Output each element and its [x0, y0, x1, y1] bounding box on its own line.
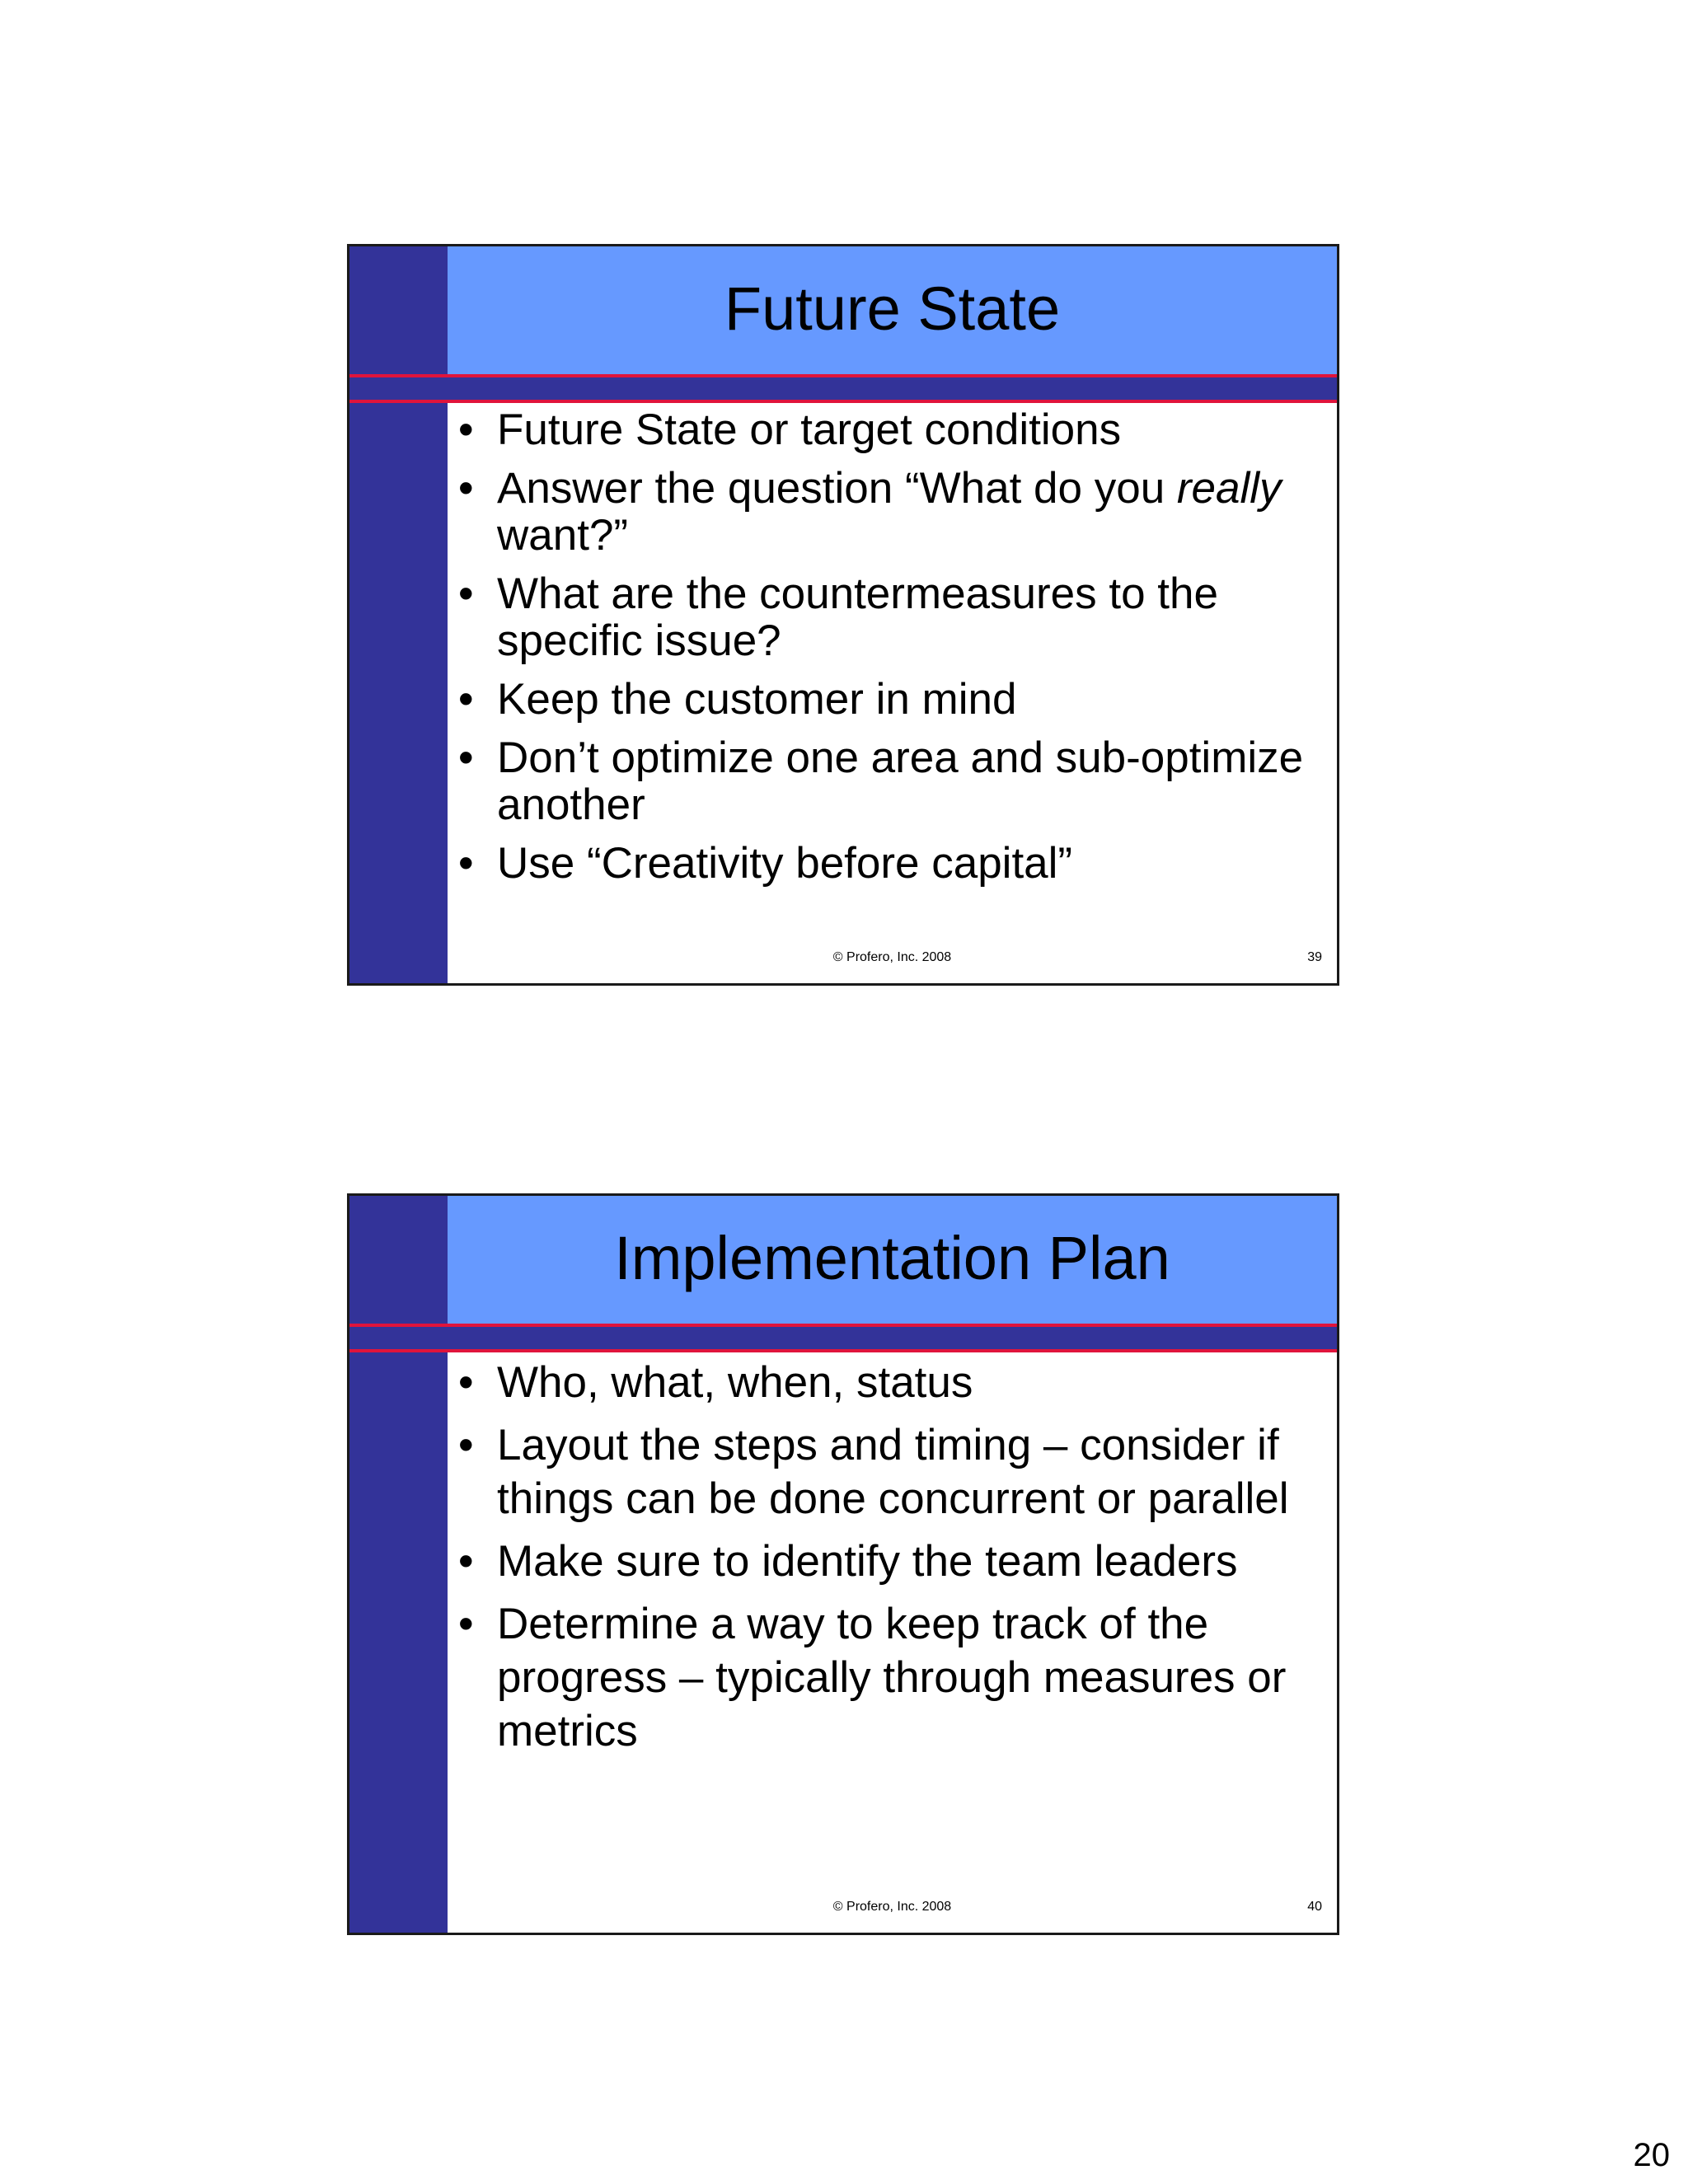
- bullet-dot: •: [458, 1537, 474, 1586]
- slide-number: 40: [1307, 1900, 1322, 1914]
- slide-implementation-plan: [347, 1193, 1339, 1935]
- bullet-dot: •: [458, 569, 474, 618]
- bullet-item: [458, 1597, 1312, 1758]
- bullet-dot: •: [458, 405, 474, 454]
- bullet-dot: •: [458, 1600, 474, 1648]
- divider-line-bottom: [349, 400, 1337, 403]
- bullet-text-end: want?”: [497, 511, 629, 560]
- bullet-text-start: Answer the question “What do you: [497, 464, 1177, 513]
- bullet-item: [458, 570, 1312, 664]
- slide-copyright: © Profero, Inc. 2008: [832, 1900, 952, 1914]
- slide-copyright: © Profero, Inc. 2008: [832, 950, 952, 964]
- page-number: 20: [1633, 2137, 1670, 2173]
- slide-sidebar: [349, 1196, 448, 1933]
- bullet-text: What are the countermeasures to the specific issue?: [497, 569, 1218, 665]
- bullet-item: [458, 1418, 1312, 1526]
- divider-line-bottom: [349, 1349, 1337, 1352]
- bullet-text: Layout the steps and timing – consider if things can be done concurrent or parallel: [497, 1421, 1289, 1523]
- bullet-text: Use “Creativity before capital”: [497, 839, 1073, 888]
- bullet-item: [458, 676, 1312, 723]
- bullet-dot: •: [458, 839, 474, 888]
- slide-future-state: [347, 244, 1339, 986]
- bullet-text: Make sure to identify the team leaders: [497, 1537, 1238, 1586]
- slide-title: Implementation Plan: [614, 1224, 1170, 1292]
- bullet-text: Who, what, when, status: [497, 1358, 973, 1407]
- bullet-text: Keep the customer in mind: [497, 675, 1017, 724]
- bullet-dot: •: [458, 733, 474, 782]
- bullet-item: [458, 840, 1312, 887]
- bullet-list: [458, 406, 1312, 898]
- bullet-text-emphasis: really: [1176, 464, 1282, 513]
- bullet-text: Determine a way to keep track of the progress – typically through measures or metrics: [497, 1600, 1287, 1755]
- slide-title: Future State: [724, 274, 1061, 343]
- bullet-item: [458, 734, 1312, 828]
- bullet-item: [458, 465, 1312, 559]
- bullet-item: [458, 1356, 1312, 1409]
- bullet-dot: •: [458, 464, 474, 513]
- bullet-dot: •: [458, 675, 474, 724]
- slide-sidebar: [349, 246, 448, 983]
- bullet-dot: •: [458, 1358, 474, 1407]
- slide-number: 39: [1307, 950, 1322, 964]
- bullet-item: [458, 406, 1312, 453]
- bullet-text: Future State or target conditions: [497, 405, 1122, 454]
- bullet-dot: •: [458, 1421, 474, 1469]
- bullet-text: Don’t optimize one area and sub-optimize another: [497, 733, 1304, 829]
- bullet-item: [458, 1535, 1312, 1588]
- bullet-list: [458, 1356, 1312, 1767]
